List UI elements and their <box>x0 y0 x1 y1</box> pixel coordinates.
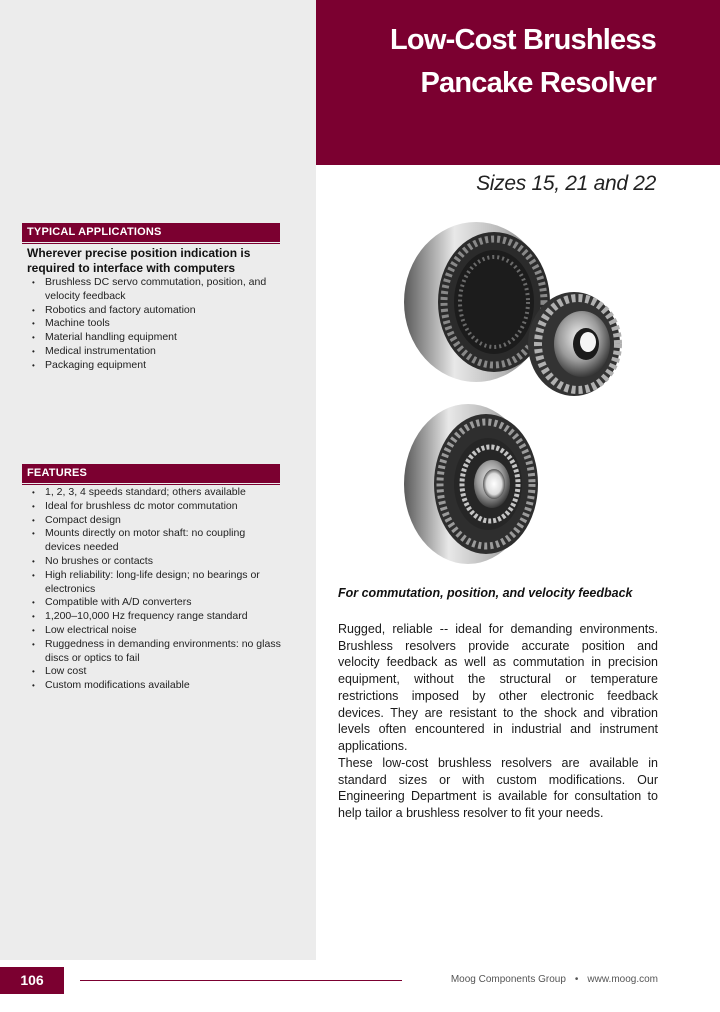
features-header: FEATURES <box>22 464 280 483</box>
list-item: • Material handling equipment <box>32 331 282 345</box>
list-item: • Compatible with A/D converters <box>32 596 282 610</box>
resolver-product-photo <box>396 214 628 576</box>
list-item: • Brushless DC servo commutation, position, and velocity feedback <box>32 276 282 304</box>
list-item: • Low electrical noise <box>32 624 282 638</box>
list-item: • Low cost <box>32 665 282 679</box>
list-item: • Compact design <box>32 514 282 528</box>
company-name: Moog Components Group <box>450 974 566 985</box>
section-divider <box>22 243 280 244</box>
typical-applications-header: TYPICAL APPLICATIONS <box>22 223 280 242</box>
footer-separator: • <box>574 974 579 985</box>
list-item: • High reliability: long-life design; no bearings or electronics <box>32 569 282 597</box>
footer-credits <box>451 974 658 985</box>
section-divider <box>22 484 280 485</box>
website-link[interactable]: www.moog.com <box>587 974 658 985</box>
list-item: • 1,200–10,000 Hz frequency range standard <box>32 610 282 624</box>
list-item: • Packaging equipment <box>32 359 282 373</box>
list-item: • Machine tools <box>32 317 282 331</box>
list-item: • 1, 2, 3, 4 speeds standard; others available <box>32 486 282 500</box>
applications-lead: Wherever precise position indication is required to interface with computers <box>27 246 251 275</box>
rotor-upper <box>528 292 620 396</box>
page-title-line-1: Low-Cost Brushless <box>390 24 656 56</box>
list-item: • Ideal for brushless dc motor commutation <box>32 500 282 514</box>
stator-ring-upper <box>404 222 550 382</box>
page-subtitle: Sizes 15, 21 and 22 <box>476 172 656 195</box>
photo-caption: For commutation, position, and velocity feedback <box>338 586 633 600</box>
list-item: • No brushes or contacts <box>32 555 282 569</box>
body-paragraph-1: Rugged, reliable -- ideal for demanding environments. Brushless resolvers provide accurate position and velocity feedback as well as commutation in precision equipment, without the structural or temperature restrictions imposed by other electronic feedback devices. They are resistant to the shock and vibration levels often encountered in industrial and instrument applications. <box>338 622 658 753</box>
footer-divider <box>80 980 402 981</box>
list-item: • Custom modifications available <box>32 679 282 693</box>
body-paragraph-2: These low-cost brushless resolvers are available in standard sizes or with custom modifications. Our Engineering Department is available for consultation to help tailor a brushless resolver to fit your needs. <box>338 756 658 821</box>
applications-list <box>32 276 282 373</box>
features-list <box>32 486 282 693</box>
list-item: • Medical instrumentation <box>32 345 282 359</box>
list-item: • Robotics and factory automation <box>32 304 282 318</box>
title-banner <box>316 0 720 165</box>
list-item: • Mounts directly on motor shaft: no coupling devices needed <box>32 527 282 555</box>
list-item: • Ruggedness in demanding environments: no glass discs or optics to fail <box>32 638 282 666</box>
stator-ring-lower <box>404 404 538 564</box>
page-title-line-2: Pancake Resolver <box>420 67 656 99</box>
page-number: 106 <box>0 967 64 994</box>
